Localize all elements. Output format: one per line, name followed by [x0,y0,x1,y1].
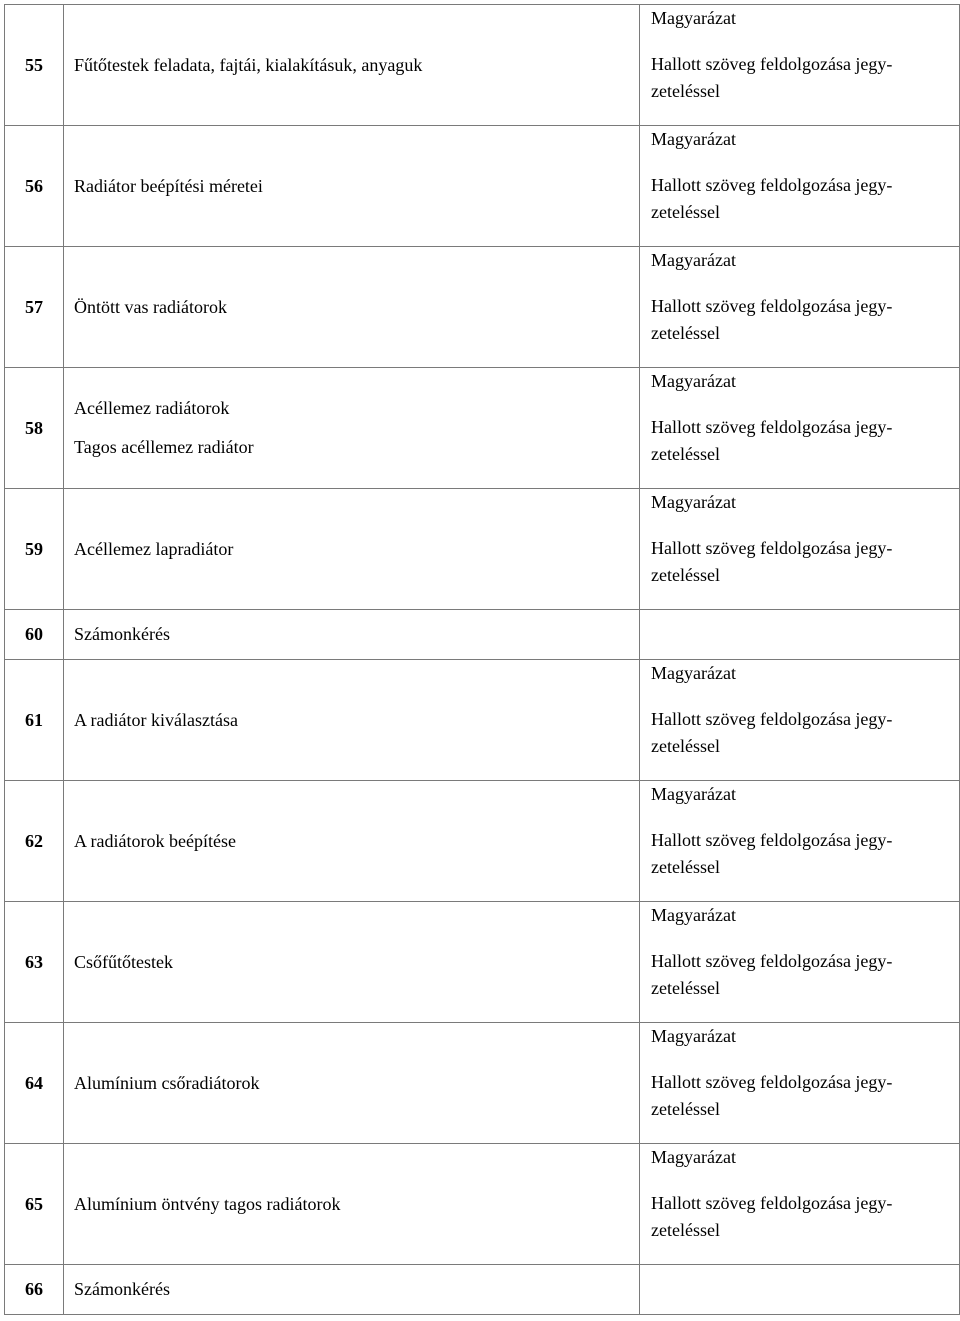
lesson-number: 63 [5,902,64,1023]
lesson-topic [64,781,640,902]
method-line: Magyarázat [651,1147,736,1167]
lesson-table-body [5,5,960,1315]
topic-line: Számonkérés [74,624,170,644]
method-line: Magyarázat [651,8,736,28]
method-line: Magyarázat [651,1026,736,1046]
method-line: Hallott szöveg feldolgozása jegy- zeteléssel [651,538,893,585]
topic-line: Csőfűtőtestek [74,951,173,972]
table-row [5,489,960,610]
topic-line: Acéllemez radiátorok [74,398,230,418]
method-line: Hallott szöveg feldolgozása jegy- zeteléssel [651,1193,893,1240]
table-row [5,1144,960,1265]
topic-line: A radiátorok beépítése [74,830,236,851]
table-row [5,781,960,902]
lesson-method [640,902,960,1023]
table-row [5,126,960,247]
lesson-number: 64 [5,1023,64,1144]
lesson-number: 57 [5,247,64,368]
method-line: Hallott szöveg feldolgozása jegy- zeteléssel [651,296,893,343]
lesson-number: 55 [5,5,64,126]
lesson-topic [64,489,640,610]
lesson-number: 65 [5,1144,64,1265]
lesson-topic [64,1023,640,1144]
topic-line: A radiátor kiválasztása [74,709,238,730]
lesson-topic [64,902,640,1023]
lesson-method [640,247,960,368]
lesson-number: 62 [5,781,64,902]
lesson-method [640,660,960,781]
method-line: Hallott szöveg feldolgozása jegy- zeteléssel [651,54,893,101]
topic-line: Alumínium csőradiátorok [74,1072,260,1093]
lesson-topic [64,1265,640,1315]
method-line: Hallott szöveg feldolgozása jegy- zeteléssel [651,417,893,464]
lesson-topic [64,660,640,781]
lesson-method [640,5,960,126]
table-row [5,368,960,489]
table-row [5,1023,960,1144]
lesson-method [640,610,960,660]
lesson-number: 58 [5,368,64,489]
lesson-method [640,1265,960,1315]
table-row [5,247,960,368]
method-line: Magyarázat [651,129,736,149]
lesson-method [640,1144,960,1265]
lesson-number: 56 [5,126,64,247]
lesson-number: 61 [5,660,64,781]
lesson-number: 59 [5,489,64,610]
lesson-topic [64,610,640,660]
lesson-topic [64,5,640,126]
method-line: Hallott szöveg feldolgozása jegy- zeteléssel [651,709,893,756]
topic-line: Fűtőtestek feladata, fajtái, kialakításuk, anyaguk [74,54,423,75]
lesson-topic [64,368,640,489]
table-row [5,660,960,781]
lesson-topic [64,1144,640,1265]
method-line: Hallott szöveg feldolgozása jegy- zeteléssel [651,175,893,222]
table-row [5,610,960,660]
lesson-method [640,1023,960,1144]
lesson-topic [64,247,640,368]
method-line: Magyarázat [651,250,736,270]
topic-line: Alumínium öntvény tagos radiátorok [74,1193,341,1214]
method-line: Magyarázat [651,905,736,925]
topic-line: Számonkérés [74,1279,170,1299]
method-line: Magyarázat [651,492,736,512]
method-line: Hallott szöveg feldolgozása jegy- zeteléssel [651,830,893,877]
lesson-topic [64,126,640,247]
topic-line: Öntött vas radiátorok [74,296,227,317]
topic-line: Tagos acéllemez radiátor [74,437,254,457]
lesson-method [640,781,960,902]
table-row [5,1265,960,1315]
method-line: Magyarázat [651,371,736,391]
lesson-table [4,4,960,1315]
lesson-method [640,368,960,489]
method-line: Hallott szöveg feldolgozása jegy- zeteléssel [651,1072,893,1119]
lesson-number: 60 [5,610,64,660]
method-line: Magyarázat [651,663,736,683]
lesson-method [640,126,960,247]
lesson-number: 66 [5,1265,64,1315]
topic-line: Acéllemez lapradiátor [74,538,234,559]
topic-line: Radiátor beépítési méretei [74,175,263,196]
table-row [5,5,960,126]
method-line: Hallott szöveg feldolgozása jegy- zeteléssel [651,951,893,998]
table-row [5,902,960,1023]
lesson-method [640,489,960,610]
method-line: Magyarázat [651,784,736,804]
